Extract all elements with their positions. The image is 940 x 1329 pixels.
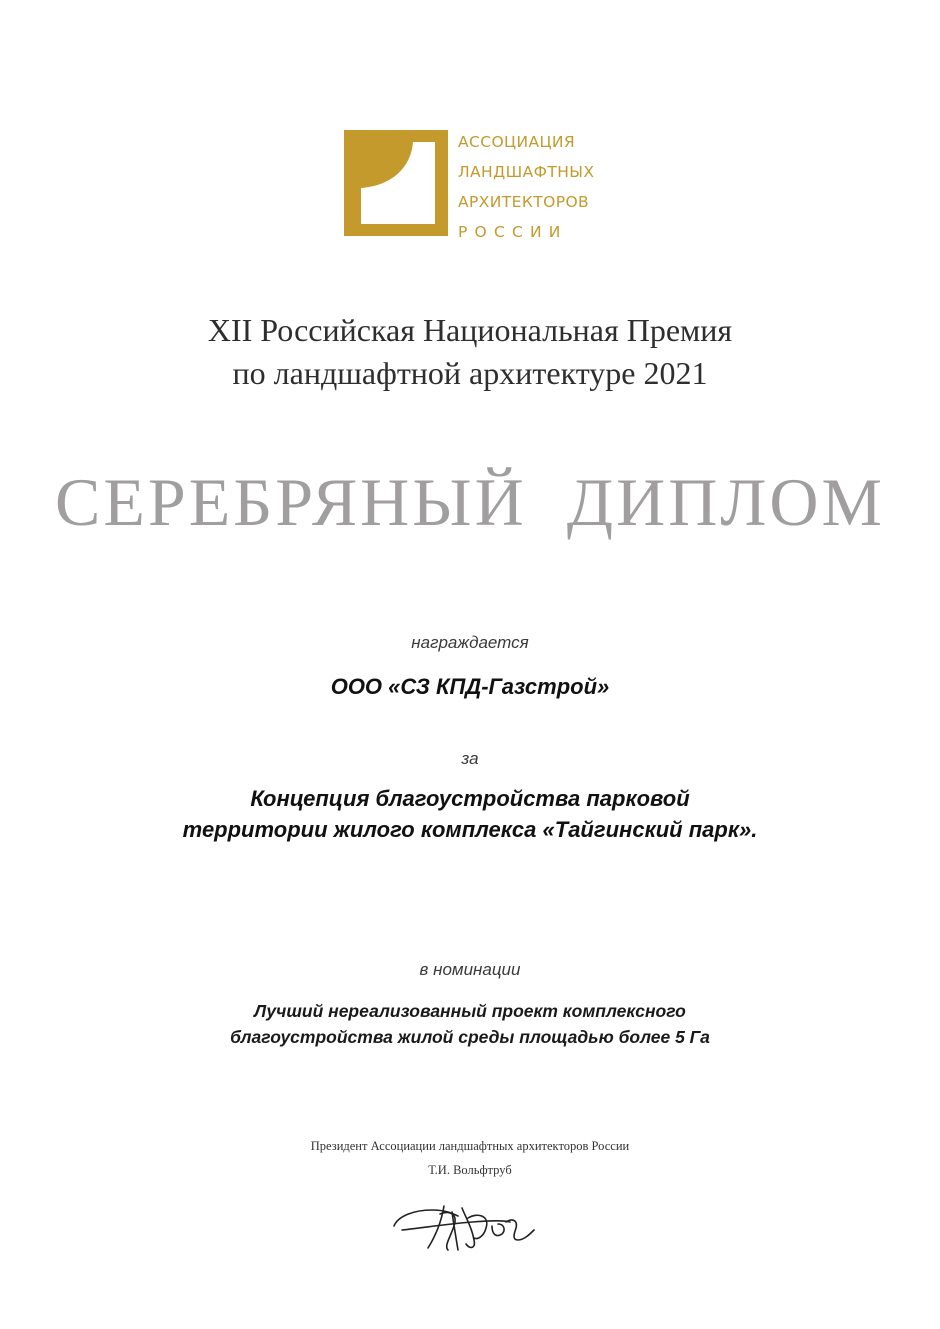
logo-text-line-1: АССОЦИАЦИЯ — [458, 133, 576, 151]
nomination-label: в номинации — [419, 960, 521, 979]
awarded-label: награждается — [411, 633, 529, 652]
diploma-title: СЕРЕБРЯНЫЙ ДИПЛОМ — [55, 464, 885, 540]
for-label: за — [461, 749, 479, 768]
nomination-line-1: Лучший нереализованный проект комплексного — [254, 1001, 686, 1021]
association-logo-text — [458, 127, 608, 247]
association-logo — [344, 130, 606, 241]
nomination-line-2: благоустройства жилой среды площадью более 5 Га — [230, 1027, 710, 1047]
premium-title-line-2: по ландшафтной архитектуре 2021 — [232, 355, 708, 391]
president-title: Президент Ассоциации ландшафтных архитекторов России — [310, 1139, 630, 1153]
premium-title-line-1: XII Российская Национальная Премия — [207, 312, 733, 348]
logo-text-line-4: РОССИИ — [458, 223, 568, 241]
president-name: Т.И. Вольфтруб — [428, 1163, 512, 1177]
logo-text-line-2: ЛАНДШАФТНЫХ — [458, 163, 595, 181]
signature-icon — [388, 1192, 543, 1258]
recipient-name: ООО «СЗ КПД-Газстрой» — [330, 674, 610, 699]
project-line-2: территории жилого комплекса «Тайгинский парк». — [182, 817, 758, 842]
project-line-1: Концепция благоустройства парковой — [250, 786, 690, 811]
association-logo-mark-icon — [344, 130, 448, 236]
logo-text-line-3: АРХИТЕКТОРОВ — [458, 193, 590, 211]
